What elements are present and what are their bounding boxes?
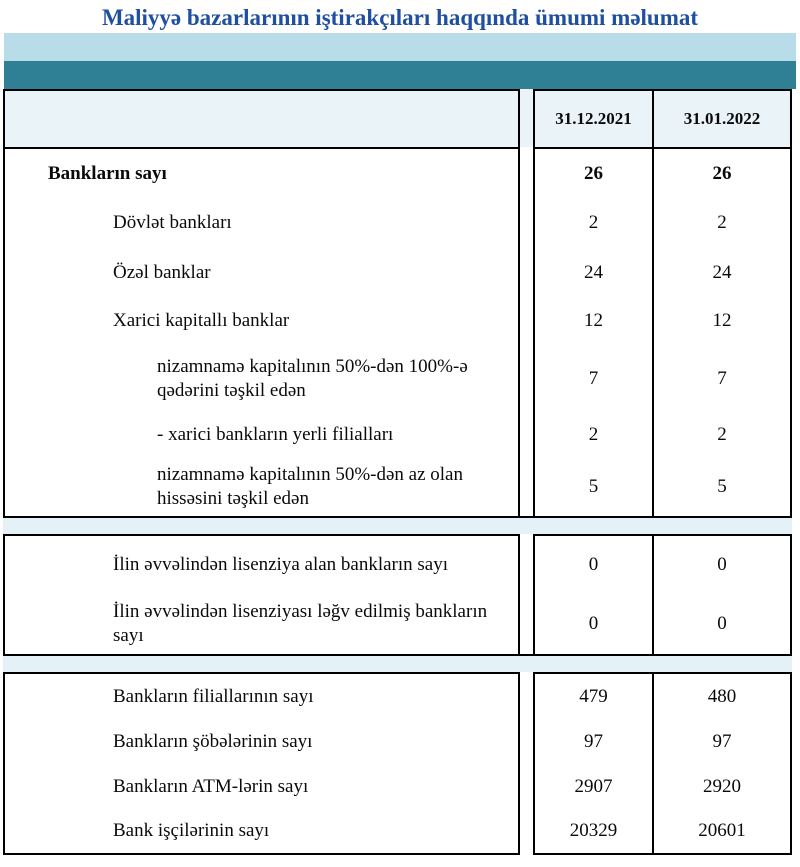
table-row bbox=[535, 674, 790, 719]
value-cell: 0 bbox=[717, 553, 727, 575]
row-label: Bankların ATM-lərin sayı bbox=[113, 775, 309, 797]
financial-participants-table bbox=[3, 89, 792, 855]
value-cell: 26 bbox=[712, 162, 732, 184]
value-cell: 0 bbox=[535, 536, 654, 593]
table-row bbox=[535, 764, 790, 809]
value-cell: 2 bbox=[535, 413, 654, 457]
value-cell: 20601 bbox=[698, 820, 746, 841]
value-cell: 5 bbox=[717, 475, 727, 497]
header-label-cell bbox=[3, 89, 520, 149]
value-cell: 12 bbox=[712, 310, 732, 331]
column-gap bbox=[520, 89, 533, 149]
value-cell: 0 bbox=[717, 612, 727, 634]
value-cell: 5 bbox=[535, 457, 654, 516]
table-row bbox=[535, 149, 790, 198]
row-label: İlin əvvəlindən lisenziyası ləğv edilmiş bankların sayı bbox=[113, 601, 488, 646]
value-cell: 2 bbox=[535, 198, 654, 248]
value-cell: 97 bbox=[712, 730, 732, 752]
table-row bbox=[535, 298, 790, 344]
column-gap bbox=[520, 534, 533, 656]
row-label: nizamnamə kapitalının 50%-dən az olan hissəsini təşkil edən bbox=[157, 464, 463, 509]
table-row bbox=[535, 719, 790, 764]
section-separator bbox=[3, 516, 792, 536]
value-cell: 2 bbox=[717, 212, 727, 233]
table-row bbox=[535, 809, 790, 853]
section-banks bbox=[3, 147, 792, 518]
decorative-band-teal bbox=[4, 61, 796, 89]
table-row bbox=[535, 593, 790, 654]
row-label: nizamnamə kapitalının 50%-dən 100%-ə qədərini təşkil edən bbox=[157, 356, 468, 401]
column-header-date-1: 31.12.2021 bbox=[535, 91, 654, 147]
value-cell: 24 bbox=[712, 262, 732, 283]
value-cell: 7 bbox=[717, 367, 727, 389]
table-row bbox=[535, 344, 790, 413]
table-row bbox=[535, 536, 790, 593]
column-gap bbox=[520, 147, 533, 518]
value-cell: 20329 bbox=[535, 809, 654, 853]
table-row bbox=[535, 198, 790, 248]
table-header-row bbox=[3, 89, 792, 149]
value-cell: 480 bbox=[707, 685, 737, 707]
value-cell: 479 bbox=[535, 674, 654, 719]
row-label: Dövlət bankları bbox=[113, 212, 232, 234]
row-label: Bank işçilərinin sayı bbox=[113, 820, 270, 842]
value-cell: 7 bbox=[535, 344, 654, 413]
row-label: Bankların şöbələrinin sayı bbox=[113, 730, 313, 752]
row-label: Xarici kapitallı banklar bbox=[113, 310, 290, 332]
value-cell: 97 bbox=[535, 719, 654, 764]
value-cell: 12 bbox=[535, 298, 654, 344]
section-network bbox=[3, 672, 792, 855]
table-row bbox=[535, 413, 790, 457]
row-label: Bankların sayı bbox=[48, 162, 167, 184]
column-header-date-2: 31.01.2022 bbox=[683, 109, 761, 128]
column-gap bbox=[520, 672, 533, 855]
table-row bbox=[535, 457, 790, 516]
value-cell: 0 bbox=[535, 593, 654, 654]
table-row bbox=[535, 248, 790, 298]
value-cell: 2 bbox=[717, 424, 727, 445]
value-cell: 2920 bbox=[703, 775, 741, 797]
value-cell: 26 bbox=[535, 149, 654, 198]
page-title: Maliyyə bazarlarının iştirakçıları haqqında ümumi məlumat bbox=[101, 5, 699, 30]
value-cell: 24 bbox=[535, 248, 654, 298]
row-label: İlin əvvəlindən lisenziya alan bankların sayı bbox=[113, 553, 449, 575]
row-label: Bankların filiallarının sayı bbox=[113, 685, 314, 707]
row-label: - xarici bankların yerli filialları bbox=[157, 424, 394, 446]
row-label: Özəl banklar bbox=[113, 262, 211, 284]
section-licenses bbox=[3, 534, 792, 656]
decorative-band-light bbox=[4, 33, 796, 61]
value-cell: 2907 bbox=[535, 764, 654, 809]
section-separator bbox=[3, 654, 792, 674]
